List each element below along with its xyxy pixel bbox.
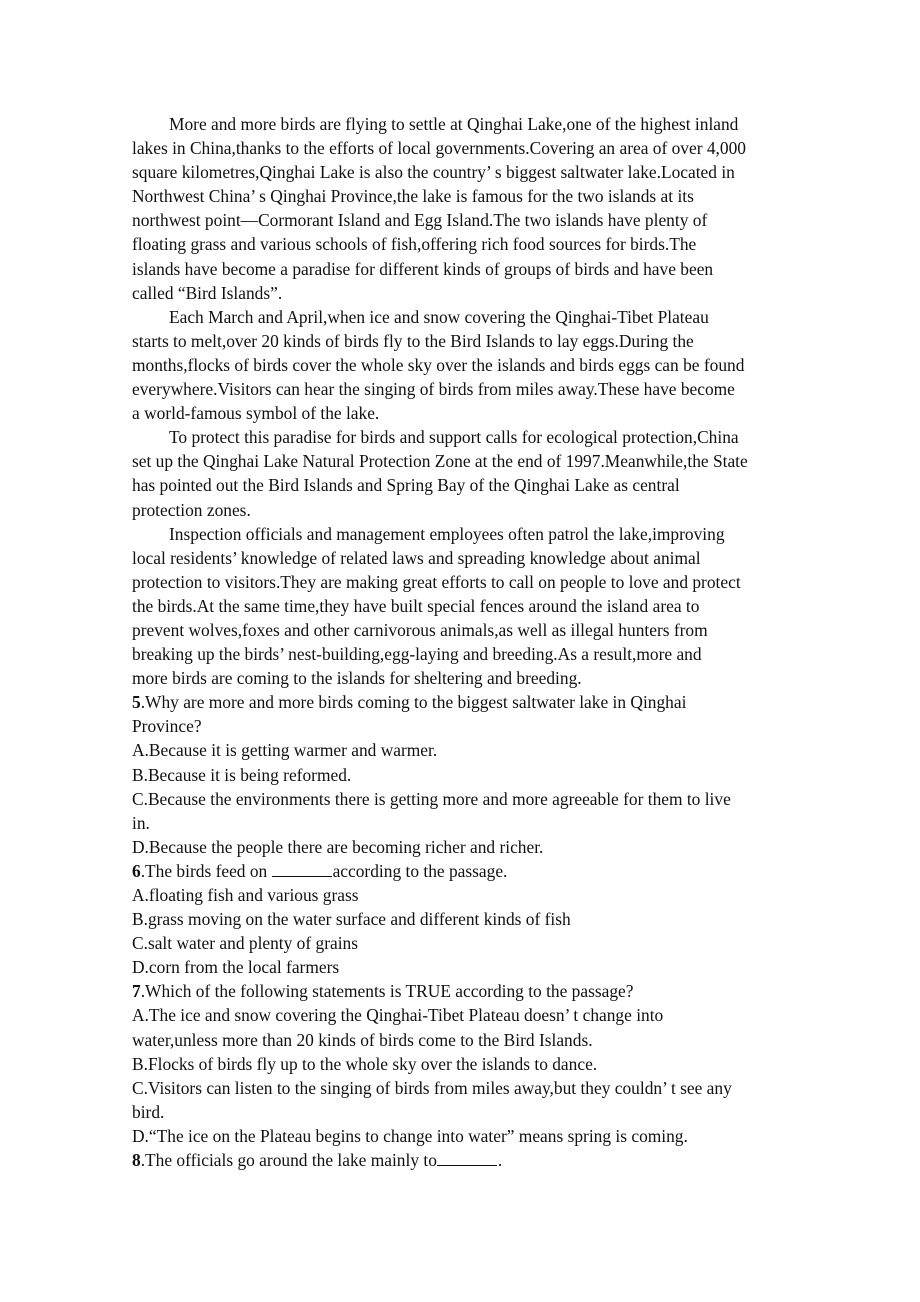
answer-option-d[interactable]: D.“The ice on the Plateau begins to change into water” means spring is coming.: [132, 1125, 688, 1146]
text-line: set up the Qinghai Lake Natural Protection Zone at the end of 1997.Meanwhile,the State: [132, 451, 748, 472]
answer-option-b[interactable]: B.grass moving on the water surface and different kinds of fish: [132, 909, 571, 930]
question-text-line: Province?: [132, 716, 202, 737]
passage-paragraph-2: [132, 305, 812, 425]
question-text: .Which of the following statements is TRUE according to the passage?: [140, 981, 634, 1002]
text-line: has pointed out the Bird Islands and Spring Bay of the Qinghai Lake as central: [132, 475, 680, 496]
answer-blank: [272, 859, 332, 877]
text-line: everywhere.Visitors can hear the singing of birds from miles away.These have become: [132, 379, 735, 400]
answer-option-d[interactable]: D.corn from the local farmers: [132, 957, 340, 978]
question-number: 8: [132, 1150, 141, 1171]
text-line: square kilometres,Qinghai Lake is also the country’ s biggest saltwater lake.Located in: [132, 162, 735, 183]
text-line: called “Bird Islands”.: [132, 282, 283, 303]
answer-blank: [437, 1148, 497, 1166]
question-stem: [132, 690, 812, 714]
question-text: .Why are more and more birds coming to the biggest saltwater lake in Qinghai: [140, 692, 687, 713]
question-text: according to the passage.: [332, 860, 508, 881]
text-line: islands have become a paradise for different kinds of groups of birds and have been: [132, 258, 714, 279]
question-8: [132, 1148, 812, 1172]
question-number: 7: [132, 981, 141, 1002]
text-line: protection zones.: [132, 499, 251, 520]
text-line: a world-famous symbol of the lake.: [132, 403, 380, 424]
answer-option-a[interactable]: A.The ice and snow covering the Qinghai-Tibet Plateau doesn’ t change into: [132, 1005, 664, 1026]
text-line: To protect this paradise for birds and support calls for ecological protection,China: [169, 427, 739, 448]
question-stem: [132, 859, 812, 883]
text-line: more birds are coming to the islands for sheltering and breeding.: [132, 668, 582, 689]
text-line: More and more birds are flying to settle at Qinghai Lake,one of the highest inland: [169, 114, 739, 134]
question-7: [132, 979, 812, 1148]
document-page: [132, 112, 812, 1172]
text-line: lakes in China,thanks to the efforts of local governments.Covering an area of over 4,000: [132, 138, 746, 159]
answer-option-a[interactable]: A.floating fish and various grass: [132, 885, 359, 905]
question-stem: [132, 979, 812, 1003]
passage-paragraph-3: [132, 425, 812, 521]
text-line: protection to visitors.They are making great efforts to call on people to love and protect: [132, 571, 741, 592]
text-line: prevent wolves,foxes and other carnivorous animals,as well as illegal hunters from: [132, 619, 708, 640]
question-6: [132, 859, 812, 979]
passage-paragraph-1: [132, 112, 812, 305]
answer-option-c-continued[interactable]: bird.: [132, 1101, 165, 1122]
answer-option-d[interactable]: D.Because the people there are becoming richer and richer.: [132, 836, 544, 857]
answer-option-b[interactable]: B.Because it is being reformed.: [132, 764, 352, 785]
text-line: months,flocks of birds cover the whole sky over the islands and birds eggs can be found: [132, 354, 745, 375]
question-5: [132, 690, 812, 859]
passage-paragraph-4: [132, 522, 812, 691]
answer-option-c[interactable]: C.Visitors can listen to the singing of birds from miles away,but they couldn’ t see any: [132, 1077, 732, 1098]
text-line: floating grass and various schools of fish,offering rich food sources for birds.The: [132, 234, 697, 255]
question-number: 5: [132, 692, 141, 713]
question-number: 6: [132, 860, 141, 881]
answer-option-c[interactable]: C.Because the environments there is getting more and more agreeable for them to live: [132, 788, 731, 809]
text-line: Inspection officials and management employees often patrol the lake,improving: [169, 523, 725, 544]
answer-option-a[interactable]: A.Because it is getting warmer and warmer.: [132, 740, 438, 761]
question-text: .The birds feed on: [140, 860, 272, 881]
answer-option-a-continued[interactable]: water,unless more than 20 kinds of birds come to the Bird Islands.: [132, 1029, 593, 1050]
text-line: northwest point—Cormorant Island and Egg Island.The two islands have plenty of: [132, 210, 708, 231]
text-line: Each March and April,when ice and snow covering the Qinghai-Tibet Plateau: [169, 306, 709, 327]
text-line: breaking up the birds’ nest-building,egg-laying and breeding.As a result,more and: [132, 644, 702, 665]
question-text: .The officials go around the lake mainly to: [140, 1150, 437, 1171]
answer-option-c-continued[interactable]: in.: [132, 812, 150, 833]
text-line: the birds.At the same time,they have built special fences around the island area to: [132, 595, 700, 616]
answer-option-b[interactable]: B.Flocks of birds fly up to the whole sky over the islands to dance.: [132, 1053, 598, 1074]
text-line: Northwest China’ s Qinghai Province,the lake is famous for the two islands at its: [132, 186, 694, 207]
question-text: .: [497, 1150, 503, 1171]
answer-option-c[interactable]: C.salt water and plenty of grains: [132, 933, 359, 954]
text-line: local residents’ knowledge of related laws and spreading knowledge about animal: [132, 547, 701, 568]
text-line: starts to melt,over 20 kinds of birds fly to the Bird Islands to lay eggs.During the: [132, 330, 694, 351]
question-stem: [132, 1148, 812, 1172]
